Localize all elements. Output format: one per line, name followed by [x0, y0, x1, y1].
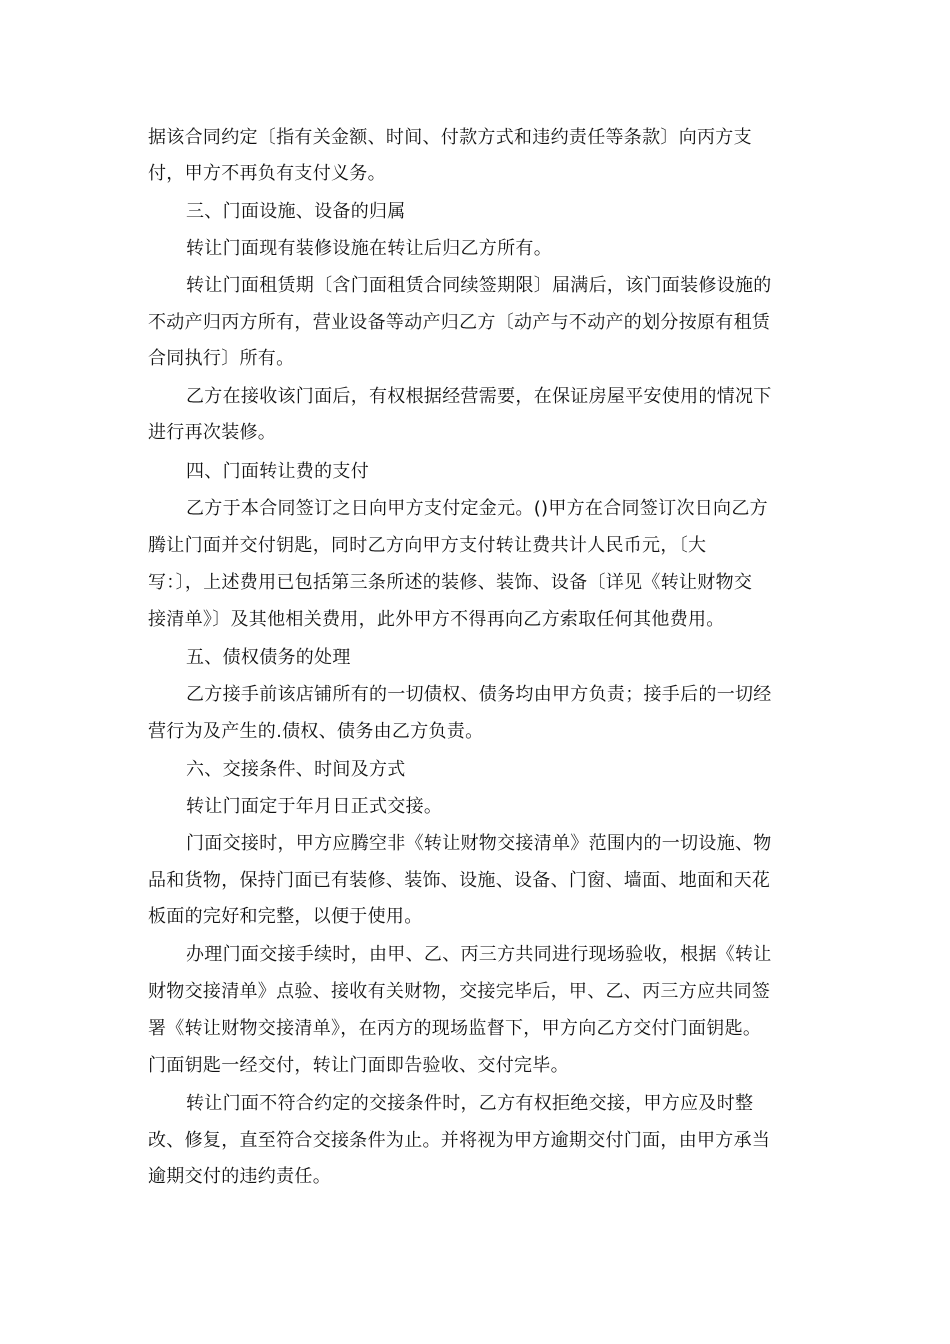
text-line: 乙方在接收该门面后，有权根据经营需要，在保证房屋平安使用的情况下: [186, 386, 772, 407]
text-line: 逾期交付的违约责任。: [148, 1166, 331, 1187]
text-line: 署《转让财物交接清单》，在丙方的现场监督下，甲方向乙方交付门面钥匙。: [148, 1018, 762, 1039]
section-heading: 六、交接条件、时间及方式: [186, 759, 406, 780]
text-line: 转让门面定于年月日正式交接。: [186, 796, 443, 817]
section-heading: 三、门面设施、设备的归属: [186, 201, 406, 222]
text-line: 转让门面现有装修设施在转让后归乙方所有。: [186, 238, 552, 259]
text-line: 门面交接时，甲方应腾空非《转让财物交接清单》范围内的一切设施、物: [186, 833, 772, 854]
text-line: 写：〕，上述费用已包括第三条所述的装修、装饰、设备〔详见《转让财物交: [148, 572, 753, 593]
text-line: 转让门面不符合约定的交接条件时，乙方有权拒绝交接，甲方应及时整: [186, 1093, 754, 1114]
text-line: 合同执行〕所有。: [148, 348, 295, 369]
text-line: 办理门面交接手续时，由甲、乙、丙三方共同进行现场验收，根据《转让: [186, 944, 772, 965]
text-line: 据该合同约定〔指有关金额、时间、付款方式和违约责任等条款〕向丙方支: [148, 127, 752, 148]
text-line: 付，甲方不再负有支付义务。: [148, 163, 386, 184]
section-heading: 五、债权债务的处理: [186, 647, 351, 668]
text-line: 转让门面租赁期〔含门面租赁合同续签期限〕届满后，该门面装修设施的: [186, 275, 772, 296]
text-line: 接清单》〕及其他相关费用，此外甲方不得再向乙方索取任何其他费用。: [148, 609, 725, 630]
text-line: 不动产归丙方所有，营业设备等动产归乙方〔动产与不动产的划分按原有租赁: [148, 312, 771, 333]
text-line: 进行再次装修。: [148, 422, 277, 443]
text-line: 乙方于本合同签订之日向甲方支付定金元。()甲方在合同签订次日向乙方: [186, 498, 768, 519]
text-line: 营行为及产生的.债权、债务由乙方负责。: [148, 721, 484, 742]
text-line: 品和货物，保持门面已有装修、装饰、设施、设备、门窗、墙面、地面和天花: [148, 870, 771, 891]
text-line: 腾让门面并交付钥匙，同时乙方向甲方支付转让费共计人民币元，〔大: [148, 535, 707, 556]
text-line: 板面的完好和完整，以便于使用。: [148, 906, 423, 927]
text-line: 改、修复，直至符合交接条件为止。并将视为甲方逾期交付门面，由甲方承当: [148, 1130, 771, 1151]
text-line: 财物交接清单》点验、接收有关财物，交接完毕后，甲、乙、丙三方应共同签: [148, 981, 771, 1002]
text-line: 乙方接手前该店铺所有的一切债权、债务均由甲方负责；接手后的一切经: [186, 684, 772, 705]
text-line: 门面钥匙一经交付，转让门面即告验收、交付完毕。: [148, 1055, 569, 1076]
section-heading: 四、门面转让费的支付: [186, 461, 369, 482]
